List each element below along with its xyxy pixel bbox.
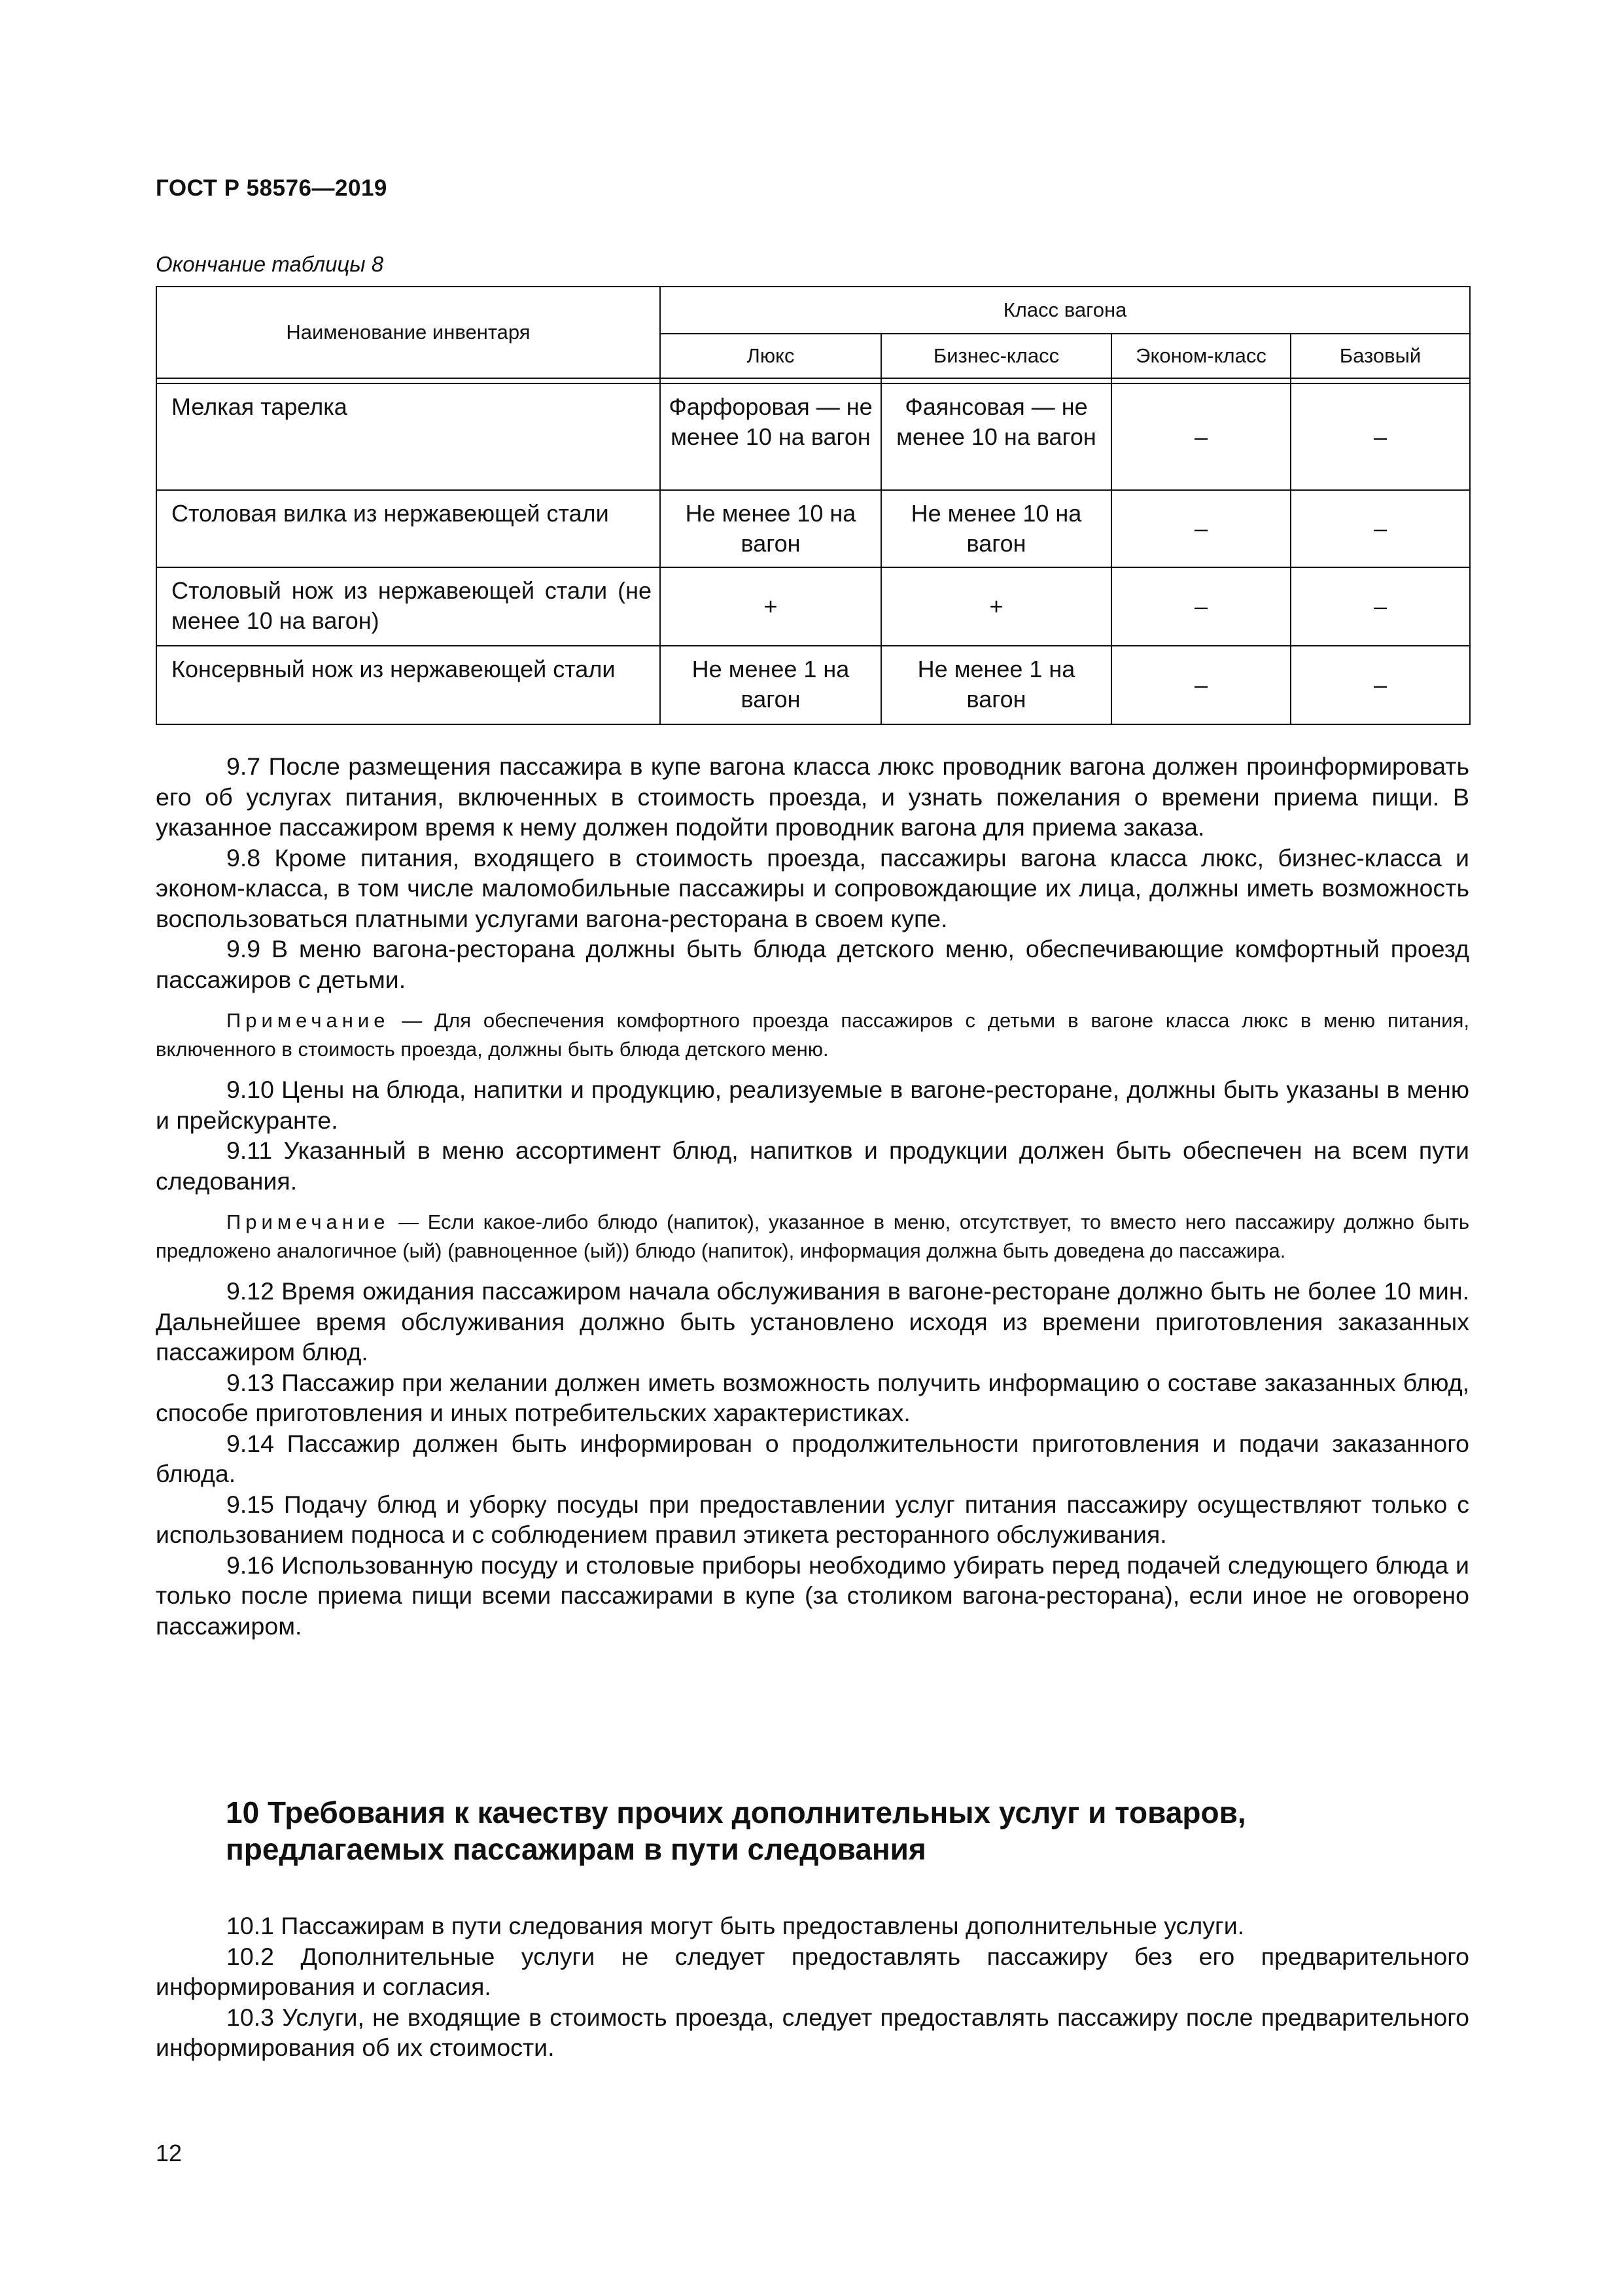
cell-business: Фаянсовая — не менее 10 на вагон: [881, 383, 1111, 490]
header-class-economy: Эконом-класс: [1111, 334, 1291, 378]
cell-lux: Не менее 1 на вагон: [660, 646, 881, 724]
cell-lux: +: [660, 567, 881, 646]
cell-lux: Фарфоровая — не менее 10 на вагон: [660, 383, 881, 490]
section-10-text: [156, 1911, 1469, 2063]
cell-item-name: Мелкая тарелка: [156, 383, 660, 490]
document-header: ГОСТ Р 58576—2019: [156, 175, 387, 201]
cell-business: Не менее 1 на вагон: [881, 646, 1111, 724]
paragraph-9-8: 9.8 Кроме питания, входящего в стоимость проезда, пассажиры вагона класса люкс, бизнес-класса и эконом-класса, в том числе маломобильные пассажиры и сопровождающие их лица, должны иметь возможность воспользоваться платными услугами вагона-ресторана в своем купе.: [156, 843, 1469, 932]
paragraph-9-12: 9.12 Время ожидания пассажиром начала обслуживания в вагоне-ресторане должно быть не более 10 мин. Дальнейшее время обслуживания должно быть установлено исходя из времени приготовления заказанных пассажиром блюд.: [156, 1277, 1469, 1366]
note-text: — Для обеспечения комфортного проезда пассажиров с детьми в вагоне класса люкс в меню питания, включенного в стоимость проезда, должны быть блюда детского меню.: [156, 1009, 1469, 1061]
page-number: 12: [156, 2140, 183, 2166]
paragraph-9-14: 9.14 Пассажир должен быть информирован о продолжительности приготовления и подачи заказанного блюда.: [156, 1429, 1469, 1487]
cell-lux: Не менее 10 на вагон: [660, 490, 881, 567]
paragraph-9-13: 9.13 Пассажир при желании должен иметь возможность получить информацию о составе заказанных блюд, способе приготовления и иных потребительских характеристиках.: [156, 1368, 1469, 1426]
paragraph-9-9: 9.9 В меню вагона-ресторана должны быть блюда детского меню, обеспечивающие комфортный проезд пассажиров с детьми.: [156, 935, 1469, 993]
header-class-lux: Люкс: [660, 334, 881, 378]
cell-basic: –: [1291, 490, 1470, 567]
table-row: [156, 567, 1470, 646]
header-class-business: Бизнес-класс: [881, 334, 1111, 378]
section-10-title: 10 Требования к качеству прочих дополнительных услуг и товаров, предлагаемых пассажирам в пути следования: [226, 1795, 1246, 1866]
paragraph-9-15: 9.15 Подачу блюд и уборку посуды при предоставлении услуг питания пассажиру осуществляют только с использованием подноса и с соблюдением правил этикета ресторанного обслуживания.: [156, 1490, 1469, 1548]
header-class-basic: Базовый: [1291, 334, 1470, 378]
header-car-class: Класс вагона: [660, 287, 1470, 334]
paragraph-9-16: 9.16 Использованную посуду и столовые приборы необходимо убирать перед подачей следующего блюда и только после приема пищи всеми пассажирами в купе (за столиком вагона-ресторана), если иное не оговорено пассажиром.: [156, 1551, 1469, 1640]
table-row: [156, 646, 1470, 724]
paragraph-9-11: 9.11 Указанный в меню ассортимент блюд, напитков и продукции должен быть обеспечен на всем пути следования.: [156, 1137, 1469, 1195]
note-text: — Если какое-либо блюдо (напиток), указанное в меню, отсутствует, то вместо него пассажиру должно быть предложено аналогичное (ый) (равноценное (ый)) блюдо (напиток), информация должна быть доведена до пассажира.: [156, 1210, 1469, 1262]
cell-economy: –: [1111, 646, 1291, 724]
cell-economy: –: [1111, 490, 1291, 567]
inventory-table: [156, 286, 1471, 725]
paragraph-10-3: 10.3 Услуги, не входящие в стоимость проезда, следует предоставлять пассажиру после предварительного информирования об их стоимости.: [156, 2003, 1469, 2061]
table-row: [156, 383, 1470, 490]
note-label: Примечание: [226, 1009, 390, 1032]
cell-business: Не менее 10 на вагон: [881, 490, 1111, 567]
cell-basic: –: [1291, 567, 1470, 646]
note-1: [156, 1006, 1469, 1064]
section-9-text: [156, 751, 1469, 1641]
cell-basic: –: [1291, 383, 1470, 490]
table-caption: Окончание таблицы 8: [156, 252, 384, 276]
cell-basic: –: [1291, 646, 1470, 724]
table-row: [156, 490, 1470, 567]
note-2: [156, 1208, 1469, 1265]
cell-economy: –: [1111, 567, 1291, 646]
paragraph-10-2: 10.2 Дополнительные услуги не следует предоставлять пассажиру без его предварительного информирования и согласия.: [156, 1942, 1469, 2000]
cell-item-name: Столовый нож из нержавеющей стали (не менее 10 на вагон): [156, 567, 660, 646]
paragraph-10-1: 10.1 Пассажирам в пути следования могут быть предоставлены дополнительные услуги.: [226, 1912, 1245, 1939]
header-item-name: Наименование инвентаря: [156, 287, 660, 378]
cell-business: +: [881, 567, 1111, 646]
cell-item-name: Консервный нож из нержавеющей стали: [156, 646, 660, 724]
cell-item-name: Столовая вилка из нержавеющей стали: [156, 490, 660, 567]
paragraph-9-7: 9.7 После размещения пассажира в купе вагона класса люкс проводник вагона должен проинформировать его об услугах питания, включенных в стоимость проезда, и узнать пожелания о времени приема пищи. В указанное пассажиром время к нему должен подойти проводник вагона для приема заказа.: [156, 752, 1469, 841]
note-label: Примечание: [226, 1210, 390, 1233]
cell-economy: –: [1111, 383, 1291, 490]
paragraph-9-10: 9.10 Цены на блюда, напитки и продукцию, реализуемые в вагоне-ресторане, должны быть указаны в меню и прейскуранте.: [156, 1076, 1469, 1134]
